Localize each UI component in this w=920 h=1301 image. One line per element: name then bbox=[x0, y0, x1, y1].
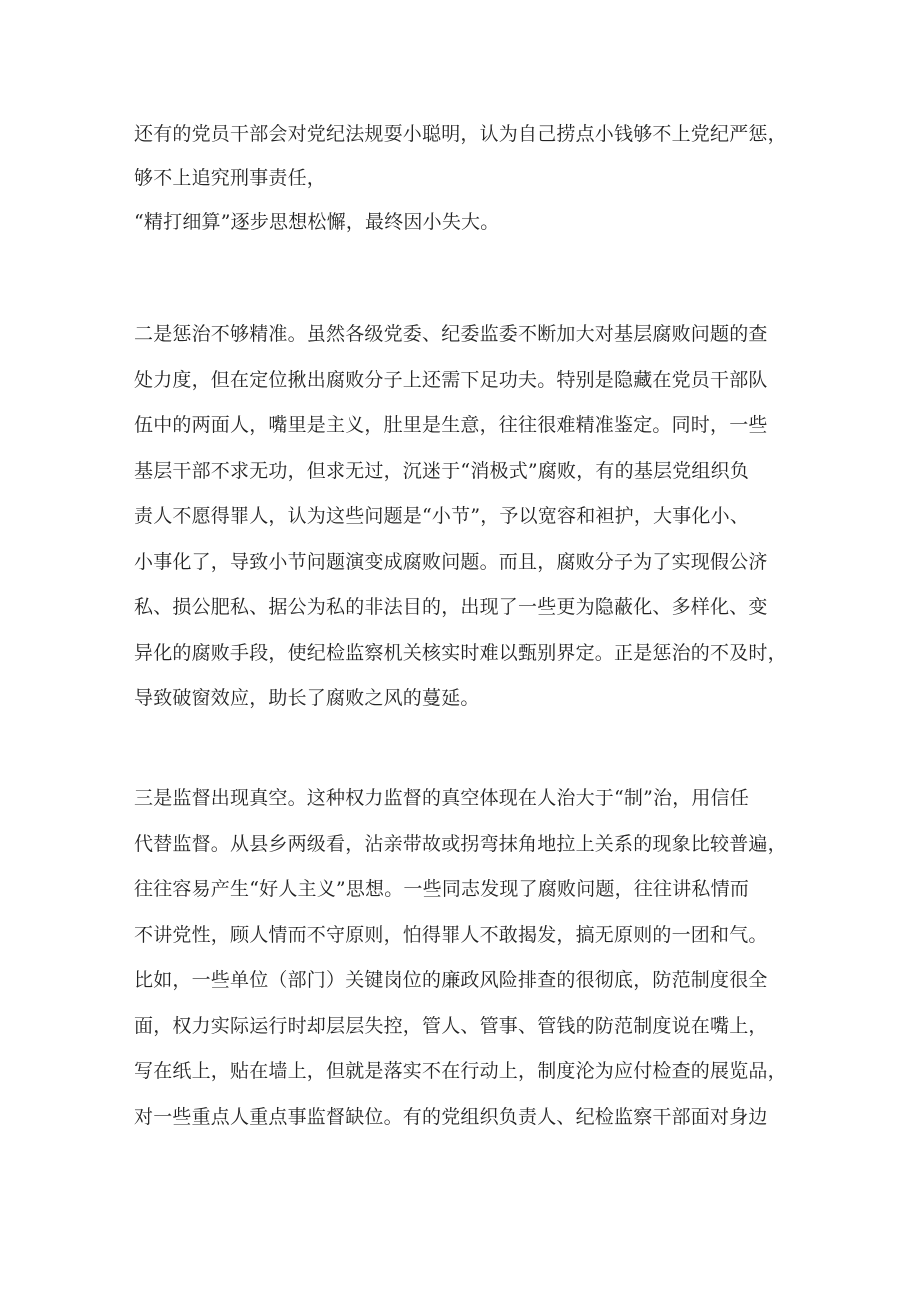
text-line: 二是惩治不够精准。虽然各级党委、纪委监委不断加大对基层腐败问题的查 bbox=[134, 323, 768, 345]
text-line: 责人不愿得罪人，认为这些问题是“小节”，予以宽容和袒护，大事化小、 bbox=[134, 505, 750, 527]
text-line: 够不上追究刑事责任， bbox=[134, 167, 327, 189]
text-line: 面，权力实际运行时却层层失控，管人、管事、管钱的防范制度说在嘴上， bbox=[134, 1014, 768, 1037]
text-line: 往往容易产生“好人主义”思想。一些同志发现了腐败问题，往往讲私情而 bbox=[134, 878, 750, 900]
text-line: 不讲党性，顾人情而不守原则，怕得罪人不敢揭发，搞无原则的一团和气。 bbox=[134, 923, 768, 946]
text-line: 还有的党员干部会对党纪法规耍小聪明，认为自己捞点小钱够不上党纪严惩， bbox=[134, 123, 787, 145]
text-line: “精打细算”逐步思想松懈，最终因小失大。 bbox=[134, 211, 500, 233]
text-line: 小事化了，导致小节问题演变成腐败问题。而且，腐败分子为了实现假公济 bbox=[134, 550, 768, 573]
text-line: 比如，一些单位（部门）关键岗位的廉政风险排查的很彻底，防范制度很全 bbox=[134, 969, 768, 991]
text-line: 三是监督出现真空。这种权力监督的真空体现在人治大于“制”治，用信任 bbox=[134, 787, 750, 809]
text-line: 基层干部不求无功，但求无过，沉迷于“消极式”腐败，有的基层党组织负 bbox=[134, 459, 750, 482]
text-line: 异化的腐败手段，使纪检监察机关核实时难以甄别界定。正是惩治的不及时， bbox=[134, 641, 787, 664]
paragraph-1 bbox=[134, 112, 794, 244]
paragraph-3 bbox=[134, 776, 794, 1140]
text-line: 导致破窗效应，助长了腐败之风的蔓延。 bbox=[134, 687, 480, 709]
text-line: 私、损公肥私、据公为私的非法目的，出现了一些更为隐蔽化、多样化、变 bbox=[134, 596, 768, 618]
text-line: 伍中的两面人，嘴里是主义，肚里是生意，往往很难精准鉴定。同时，一些 bbox=[134, 414, 768, 436]
text-line: 代替监督。从县乡两级看，沾亲带故或拐弯抹角地拉上关系的现象比较普遍， bbox=[134, 832, 787, 855]
text-line: 对一些重点人重点事监督缺位。有的党组织负责人、纪检监察干部面对身边 bbox=[134, 1105, 768, 1128]
paragraph-2 bbox=[134, 312, 794, 722]
text-line: 处力度，但在定位揪出腐败分子上还需下足功夫。特别是隐藏在党员干部队 bbox=[134, 368, 768, 391]
text-line: 写在纸上，贴在墙上，但就是落实不在行动上，制度沦为应付检查的展览品， bbox=[134, 1060, 787, 1082]
